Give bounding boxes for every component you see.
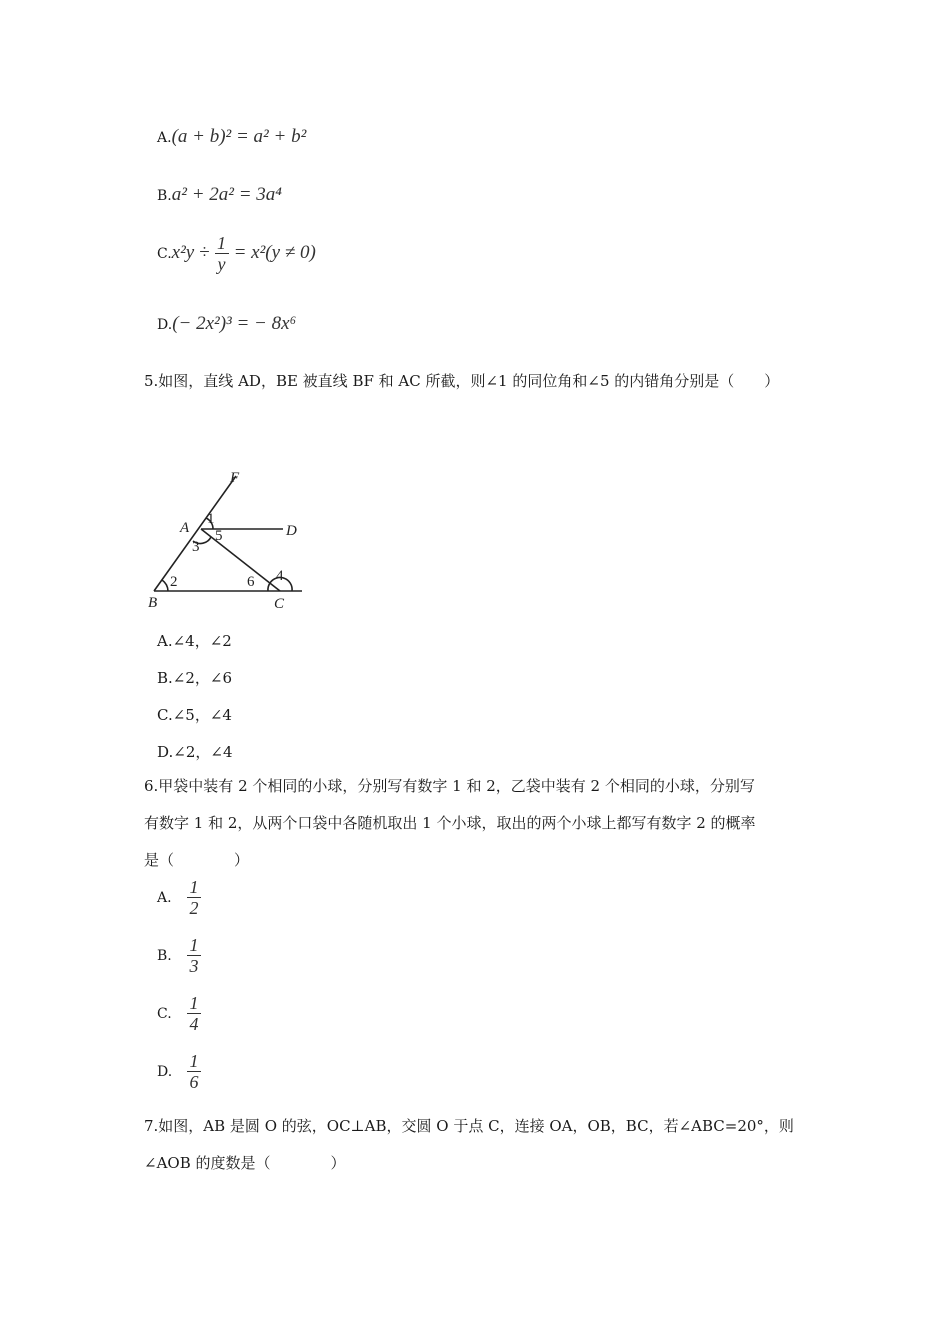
fraction-numerator: 1 xyxy=(189,1051,199,1071)
option-text: ∠2，∠4 xyxy=(173,743,233,761)
label-a: A xyxy=(180,520,190,536)
q6-option-c xyxy=(157,994,201,1033)
math-expression: a² + 2a² = 3a⁴ xyxy=(171,184,282,205)
q4-option-b xyxy=(157,184,282,206)
option-label: C. xyxy=(157,246,172,262)
label-f: F xyxy=(230,470,240,486)
q6-stem-line3: 是（ ） xyxy=(144,851,250,869)
q6-stem-line2: 有数字 1 和 2，从两个口袋中各随机取出 1 个小球，取出的两个小球上都写有数字 2 的概率 xyxy=(144,814,756,832)
math-expression: (a + b)² = a² + b² xyxy=(171,126,307,147)
option-text: ∠2，∠6 xyxy=(172,669,233,687)
option-text: ∠4，∠2 xyxy=(172,632,232,650)
fraction-denominator: 3 xyxy=(189,956,199,976)
q5-option-d xyxy=(157,741,233,763)
option-label: D. xyxy=(157,743,174,761)
angle-6-arc xyxy=(268,583,270,591)
fraction xyxy=(187,878,201,917)
option-label: B. xyxy=(157,669,173,687)
q5-option-c xyxy=(157,704,232,726)
fraction-denominator: 2 xyxy=(189,898,199,918)
label-angle-2: 2 xyxy=(170,574,178,590)
option-label: C. xyxy=(157,1006,172,1022)
q4-option-d xyxy=(157,313,296,335)
fraction-numerator: 1 xyxy=(217,233,227,253)
q7-stem-line2: ∠AOB 的度数是（ ） xyxy=(144,1154,346,1172)
fraction-denominator: y xyxy=(217,254,226,274)
q6-option-b xyxy=(157,936,201,975)
fraction xyxy=(187,994,201,1033)
label-d: D xyxy=(286,523,297,539)
angle-2-arc xyxy=(162,580,168,591)
q5-option-a xyxy=(157,630,232,652)
fraction-numerator: 1 xyxy=(189,993,199,1013)
fraction-denominator: 6 xyxy=(189,1072,199,1092)
label-c: C xyxy=(274,596,285,612)
line-bf xyxy=(154,476,236,591)
math-expression: (− 2x²)³ = − 8x⁶ xyxy=(172,313,297,334)
math-expression: = x²(y ≠ 0) xyxy=(233,242,316,263)
q4-option-a xyxy=(157,126,306,148)
fraction-denominator: 4 xyxy=(189,1014,199,1034)
q5-figure xyxy=(140,462,315,614)
fraction xyxy=(187,936,201,975)
option-text: ∠5，∠4 xyxy=(172,706,232,724)
q5-stem: 5.如图，直线 AD，BE 被直线 BF 和 AC 所截，则∠1 的同位角和∠5 的内错角分别是（ ） xyxy=(144,372,780,390)
q6-stem-line1: 6.甲袋中装有 2 个相同的小球，分别写有数字 1 和 2，乙袋中装有 2 个相同的小球，分别写 xyxy=(144,777,755,795)
option-label: A. xyxy=(157,890,172,906)
q5-option-b xyxy=(157,667,232,689)
option-label: C. xyxy=(157,706,173,724)
q4-option-c xyxy=(157,234,316,273)
option-label: D. xyxy=(157,317,173,333)
option-label: D. xyxy=(157,1064,173,1080)
option-label: A. xyxy=(157,632,173,650)
label-angle-1: 1 xyxy=(207,511,215,527)
label-angle-5: 5 xyxy=(215,528,223,544)
line-ac xyxy=(201,529,280,591)
option-label: B. xyxy=(157,188,172,204)
fraction-numerator: 1 xyxy=(189,877,199,897)
math-expression: x²y ÷ xyxy=(171,242,210,263)
fraction-numerator: 1 xyxy=(189,935,199,955)
label-angle-3: 3 xyxy=(192,539,200,555)
q6-option-a xyxy=(157,878,201,917)
fraction xyxy=(187,1052,201,1091)
label-angle-4: 4 xyxy=(276,568,284,584)
label-b: B xyxy=(148,595,158,611)
option-label: B. xyxy=(157,948,172,964)
fraction xyxy=(215,234,229,273)
option-label: A. xyxy=(157,130,172,146)
q6-option-d xyxy=(157,1052,201,1091)
label-angle-6: 6 xyxy=(247,574,255,590)
q7-stem-line1: 7.如图，AB 是圆 O 的弦，OC⊥AB，交圆 O 于点 C，连接 OA，OB，BC，若∠ABC=20°，则 xyxy=(144,1117,794,1135)
